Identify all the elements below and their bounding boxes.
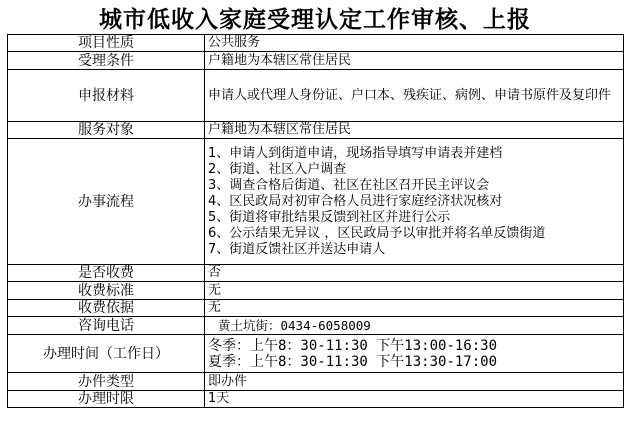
row-label: 申报材料 xyxy=(8,70,205,122)
process-step: 4、区民政局对初审合格人员进行家庭经济状况核对 xyxy=(208,193,503,209)
row-label: 项目性质 xyxy=(8,35,205,52)
row-value: 否 xyxy=(205,265,624,282)
process-step: 6、公示结果无异议 ，区民政局予以审批并将名单反馈街道 xyxy=(208,225,546,241)
table-row xyxy=(8,52,624,70)
table-row xyxy=(8,373,624,391)
table-row xyxy=(8,265,624,282)
phone-number: 黄土坑街：0434-6058009 xyxy=(218,317,371,333)
office-hours xyxy=(205,335,624,373)
row-value: 即办件 xyxy=(205,373,624,391)
row-value: 无 xyxy=(205,300,624,317)
process-step: 3、调查合格后街道、社区在社区召开民主评议会 xyxy=(208,177,490,193)
row-label: 办理时限 xyxy=(8,391,205,408)
row-value: 无 xyxy=(205,282,624,300)
row-label: 收费依据 xyxy=(8,300,205,317)
hours-winter: 冬季：上午8：30-11:30 下午13:00-16:30 xyxy=(208,337,498,354)
row-label: 收费标准 xyxy=(8,282,205,300)
service-info-table xyxy=(7,34,624,408)
process-step: 5、街道将审批结果反馈到社区并进行公示 xyxy=(208,209,451,225)
row-label: 咨询电话 xyxy=(8,317,205,335)
process-step: 7、街道反馈社区并送达申请人 xyxy=(208,241,386,257)
table-row xyxy=(8,35,624,52)
table-row xyxy=(8,282,624,300)
row-label: 办事流程 xyxy=(8,139,205,265)
process-step: 1、申请人到街道申请，现场指导填写申请表并建档 xyxy=(208,145,503,161)
table-row xyxy=(8,122,624,139)
process-steps xyxy=(205,139,624,265)
row-value: 1天 xyxy=(205,391,624,408)
row-label: 是否收费 xyxy=(8,265,205,282)
row-value: 公共服务 xyxy=(205,35,624,52)
table-row xyxy=(8,300,624,317)
row-label: 办理时间（工作日） xyxy=(8,335,205,373)
row-label: 服务对象 xyxy=(8,122,205,139)
table-row xyxy=(8,335,624,373)
row-value: 申请人或代理人身份证、户口本、残疾证、病例、申请书原件及复印件 xyxy=(208,87,612,103)
hours-summer: 夏季：上午8：30-11:30 下午13:30-17:00 xyxy=(208,353,498,370)
row-label: 办件类型 xyxy=(8,373,205,391)
table-row xyxy=(8,70,624,122)
table-row xyxy=(8,139,624,265)
process-step: 2、街道、社区入户调查 xyxy=(208,161,347,177)
table-row xyxy=(8,391,624,408)
row-value: 户籍地为本辖区常住居民 xyxy=(205,122,624,139)
row-label: 受理条件 xyxy=(8,52,205,70)
document-title: 城市低收入家庭受理认定工作审核、上报 xyxy=(99,6,531,33)
table-row xyxy=(8,317,624,335)
row-value: 户籍地为本辖区常住居民 xyxy=(205,52,624,70)
